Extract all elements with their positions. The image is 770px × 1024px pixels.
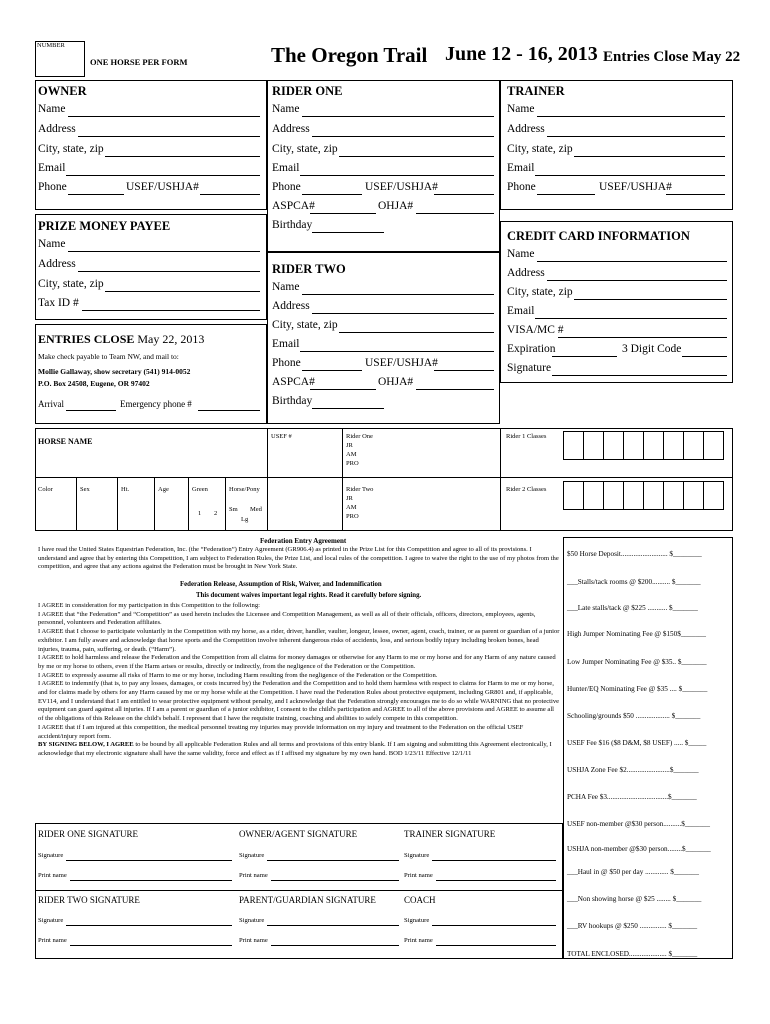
class-cell[interactable] [704, 432, 724, 460]
rider-two-level-label: Rider Two [346, 486, 374, 493]
credit-expiration-field[interactable] [552, 356, 617, 357]
rider-two-class-grid [563, 481, 724, 510]
trainer-city-field[interactable] [574, 156, 725, 157]
rider-two-city-field[interactable] [339, 332, 494, 333]
rider-two-level-pro: PRO [346, 513, 359, 520]
agreement-p9 [38, 741, 560, 758]
classes-divider [500, 428, 501, 531]
class-cell[interactable] [604, 432, 624, 460]
credit-email-field[interactable] [535, 318, 727, 319]
horse-row-divider [35, 477, 733, 478]
rider-two-birthday-field[interactable] [312, 408, 384, 409]
green-one: 1 [198, 510, 202, 517]
size-sm: Sm [229, 506, 238, 513]
credit-address-label: Address [507, 267, 545, 279]
rider-one-signature-heading: RIDER ONE SIGNATURE [38, 829, 138, 839]
rider-two-level-am: AM [346, 504, 357, 511]
release-subtitle: This document waives important legal rights. Read it carefully before signing. [196, 592, 422, 599]
mollie-contact: Mollie Gallaway, show secretary (541) 914-0052 [38, 367, 191, 376]
owner-phone-field[interactable] [68, 194, 124, 195]
agreement-p9-text: to be bound by all applicable Federation Rules and all terms and provisions of this entry blank. If I am signing and submitting this Agreement electronically, I acknowledge that my electronic signature shall have the same validity, force and effect as if I affixed my signature by my own hand. BOD 1/23/11 Effective 12/1/11 [38, 741, 552, 757]
prize-city-field[interactable] [105, 291, 260, 292]
emergency-field[interactable] [198, 410, 260, 411]
rider-one-email-label: Email [272, 162, 300, 174]
owner-print-label: Print name [239, 872, 268, 879]
horse-pony-divider [267, 477, 268, 531]
entries-close-heading [38, 332, 204, 347]
rider-one-birthday-label: Birthday [272, 219, 313, 231]
owner-email-label: Email [38, 162, 66, 174]
rider-two-usef-field[interactable] [434, 370, 494, 371]
one-horse-note: ONE HORSE PER FORM [90, 57, 188, 67]
po-box: P.O. Box 24508, Eugene, OR 97402 [38, 379, 150, 388]
rider-two-print-label: Print name [38, 937, 67, 944]
coach-signature-heading: COACH [404, 895, 436, 905]
rider-one-phone-field[interactable] [302, 194, 362, 195]
entries-close-header: Entries Close May 22 [603, 49, 741, 65]
rider-one-email-field[interactable] [300, 175, 494, 176]
class-cell[interactable] [624, 482, 644, 510]
prize-address-label: Address [38, 258, 76, 270]
trainer-phone-field[interactable] [537, 194, 595, 195]
rider-two-signature-label: Signature [38, 917, 64, 924]
emergency-label: Emergency phone # [120, 399, 192, 409]
rider-two-phone-field[interactable] [302, 370, 362, 371]
rider-two-aspca-field[interactable] [310, 389, 376, 390]
trainer-print-label: Print name [404, 872, 433, 879]
green-two: 2 [214, 510, 218, 517]
trainer-usef-label: USEF/USHJA# [599, 181, 672, 193]
fee-line[interactable]: ___Haul in @ $50 per day ............. $_______ [567, 868, 699, 876]
owner-email-field[interactable] [66, 175, 260, 176]
parent-signature-label: Signature [239, 917, 265, 924]
show-dates: June 12 - 16, 2013 [445, 43, 598, 65]
fee-line[interactable]: USHJA Zone Fee $2........................$_______ [567, 766, 699, 774]
check-payable: Make check payable to Team NW, and mail to: [38, 352, 179, 361]
trainer-address-field[interactable] [547, 136, 725, 137]
fee-line[interactable]: Low Jumper Nominating Fee @ $35.. $_______ [567, 658, 707, 666]
agreement-p2: I AGREE in consideration for my participation in this Competition to the following: [38, 602, 260, 609]
rider-one-signature-label: Signature [38, 852, 64, 859]
class-cell[interactable] [644, 432, 664, 460]
trainer-signature-label: Signature [404, 852, 430, 859]
agreement-p8: I AGREE that if I am injured at this competition, the medical personnel treating my injuries may provide information on my injury and treatment to the Federation on the official USEF accident/injury report form. [38, 723, 524, 740]
owner-signature-field[interactable] [267, 860, 399, 861]
rider-one-ohja-field[interactable] [416, 213, 494, 214]
rider-two-level-jr: JR [346, 495, 353, 502]
owner-signature-label: Signature [239, 852, 265, 859]
sex-label: Sex [80, 486, 90, 493]
rider-one-print-label: Print name [38, 872, 67, 879]
fee-line[interactable]: USEF Fee $16 ($8 D&M, $8 USEF) ..... $_____ [567, 739, 707, 747]
agreement-p3: I AGREE that “the Federation” and “Competition” as used herein includes the Licensee and Competition Management, as well as all of their officials, officers, directors, employees, agents, personnel, volunteers and Federation affiliates. [38, 610, 536, 627]
horse-pony-label: Horse/Pony [229, 486, 260, 493]
fee-line[interactable]: $50 Horse Deposit.......................... $________ [567, 550, 702, 558]
rider-one-address-label: Address [272, 123, 310, 135]
class-cell[interactable] [624, 432, 644, 460]
owner-city-field[interactable] [105, 156, 260, 157]
fee-line[interactable]: Hunter/EQ Nominating Fee @ $35 .... $_______ [567, 685, 708, 693]
class-cell[interactable] [664, 482, 684, 510]
agreement-p6: I AGREE to expressly assume all risks of Harm to me or my horse, including Harm resulting from the negligence of the Federation or the Competition. [38, 671, 438, 679]
agreement-p5: I AGREE to hold harmless and release the Federation and the Competition from all claims for money damages or otherwise for any Harm to me or my horse and for any Harm of any nature caused by me or my horse to others, even if the Harm arises or results, directly or indirectly, from the negligence of the Federation or the Competition. [38, 654, 556, 670]
parent-print-label: Print name [239, 937, 268, 944]
sex-divider [117, 477, 118, 531]
trainer-name-label: Name [507, 103, 535, 115]
trainer-print-field[interactable] [436, 880, 556, 881]
rider-two-usef-label: USEF/USHJA# [365, 357, 438, 369]
agreement-p9-bold: BY SIGNING BELOW, I AGREE [38, 741, 134, 749]
rider-two-print-field[interactable] [70, 945, 232, 946]
rider-two-ohja-label: OHJA# [378, 376, 414, 388]
coach-signature-label: Signature [404, 917, 430, 924]
rider-one-city-label: City, state, zip [272, 143, 338, 155]
color-divider [76, 477, 77, 531]
parent-guardian-signature-heading: PARENT/GUARDIAN SIGNATURE [239, 895, 376, 905]
trainer-phone-label: Phone [507, 181, 536, 193]
credit-address-field[interactable] [547, 280, 727, 281]
credit-city-field[interactable] [574, 299, 727, 300]
parent-print-field[interactable] [271, 945, 399, 946]
credit-card-box [500, 221, 733, 383]
age-label: Age [158, 486, 169, 493]
owner-city-label: City, state, zip [38, 143, 104, 155]
owner-name-label: Name [38, 103, 66, 115]
rider-one-address-field[interactable] [312, 136, 494, 137]
class-cell[interactable] [664, 432, 684, 460]
rider-two-aspca-label: ASPCA# [272, 376, 315, 388]
rider-one-divider [342, 428, 343, 531]
rider-one-usef-field[interactable] [434, 194, 494, 195]
rider-two-ohja-field[interactable] [416, 389, 494, 390]
rider-one-birthday-field[interactable] [312, 232, 384, 233]
entries-close-date: May 22, 2013 [134, 332, 205, 346]
height-divider [154, 477, 155, 531]
owner-usef-label: USEF/USHJA# [126, 181, 199, 193]
fee-line[interactable]: ___RV hookups @ $250 ............... $_______ [567, 922, 698, 930]
owner-print-field[interactable] [271, 880, 399, 881]
rider-two-city-label: City, state, zip [272, 319, 338, 331]
rider-one-aspca-field[interactable] [310, 213, 376, 214]
agreement-p4: I AGREE that I choose to participate voluntarily in the Competition with my horse, as a rider, driver, handler, vaulter, longeur, lessee, owner, agent, coach, trainer, or as parent or guardian of a junior exhibitor. I am fully aware and acknowledge that horse sports and the Competition involve inherent dangerous risks of accidents, loss, and serious bodily injury including broken bones, head injuries, trauma, pain, suffering, or death. (“Harm”). [38, 628, 560, 653]
class-cell[interactable] [684, 482, 704, 510]
class-cell[interactable] [704, 482, 724, 510]
trainer-usef-field[interactable] [666, 194, 725, 195]
owner-name-field[interactable] [68, 116, 260, 117]
trainer-address-label: Address [507, 123, 545, 135]
rider-one-phone-label: Phone [272, 181, 301, 193]
coach-signature-field[interactable] [432, 925, 556, 926]
prize-name-label: Name [38, 238, 66, 250]
page-title: The Oregon Trail [271, 43, 428, 67]
rider-one-name-field[interactable] [302, 116, 494, 117]
coach-print-label: Print name [404, 937, 433, 944]
prize-name-field[interactable] [68, 251, 260, 252]
fee-line[interactable]: High Jumper Nominating Fee @ $150$_______ [567, 630, 706, 638]
rider-two-email-field[interactable] [300, 351, 494, 352]
agreement-title: Federation Entry Agreement [260, 537, 347, 545]
rider-one-classes-label: Rider 1 Classes [506, 433, 547, 440]
trainer-signature-heading: TRAINER SIGNATURE [404, 829, 496, 839]
credit-signature-label: Signature [507, 362, 552, 374]
agreement-body [38, 602, 560, 759]
credit-email-label: Email [507, 305, 535, 317]
credit-expiration-label: Expiration [507, 343, 556, 355]
trainer-city-label: City, state, zip [507, 143, 573, 155]
release-title: Federation Release, Assumption of Risk, Waiver, and Indemnification [180, 581, 382, 588]
rider-two-email-label: Email [272, 338, 300, 350]
rider-two-name-label: Name [272, 281, 300, 293]
signature-section [35, 823, 563, 959]
rider-two-signature-field[interactable] [66, 925, 232, 926]
rider-one-city-field[interactable] [339, 156, 494, 157]
agreement-p7: I AGREE to indemnify (that is, to pay any losses, damages, or costs incurred by) the Federation and the Competition and to hold them harmless with respect to claims for Harm to me or my horse, and for claims made by others for any Harm caused by me or my horse while at the Competition. I have read the Federation Rules about protective equipment, including GR801 and, if applicable, EV114, and I understand that I am entitled to wear protective equipment without penalty, and I acknowledge that the Federation strongly encourages me to do so while WARNING that no protective equipment can guard against all injuries. If I am a parent or guardian of a junior exhibitor, I consent to the child's participation and AGREE to all of the above provisions and AGREE to assume all of the obligations of this Release on the child's behalf. I represent that I have the requisite training, coaching and abilities to safely compete in this competition. [38, 680, 560, 723]
credit-card-heading: CREDIT CARD INFORMATION [507, 229, 690, 243]
class-cell[interactable] [604, 482, 624, 510]
rider-one-level-am: AM [346, 451, 357, 458]
rider-one-level-jr: JR [346, 442, 353, 449]
coach-print-field[interactable] [436, 945, 556, 946]
trainer-email-field[interactable] [535, 175, 725, 176]
owner-phone-label: Phone [38, 181, 67, 193]
owner-address-label: Address [38, 123, 76, 135]
entries-close-bold: ENTRIES CLOSE [38, 332, 135, 346]
fee-line[interactable]: ___Stalls/tack rooms @ $200.......... $_______ [567, 578, 701, 586]
class-cell[interactable] [564, 432, 584, 460]
rider-one-usef-label: USEF/USHJA# [365, 181, 438, 193]
credit-visa-label: VISA/MC # [507, 324, 564, 336]
agreement-p1: I have read the United States Equestrian Federation, Inc. (the “Federation”) Entry Agreement (GR906.4) as printed in the Prize List for this Competition and agree to all of its provisions. I understand and agree that by entering this Competition, I am subject to Federation Rules, the Prize List, and local rules of the competition. I agree to waive the right to the use of my photos from the competition, and agree that any actions against the Federation must be brought in New York State. [38, 546, 559, 571]
prize-city-label: City, state, zip [38, 278, 104, 290]
trainer-heading: TRAINER [507, 84, 565, 98]
rider-two-address-field[interactable] [312, 313, 494, 314]
owner-usef-field[interactable] [200, 194, 260, 195]
rider-two-address-label: Address [272, 300, 310, 312]
credit-name-field[interactable] [537, 261, 727, 262]
usef-divider [267, 428, 268, 477]
horse-name-label: HORSE NAME [38, 437, 93, 446]
rider-two-phone-label: Phone [272, 357, 301, 369]
rider-one-level-pro: PRO [346, 460, 359, 467]
rider-one-print-field[interactable] [70, 880, 232, 881]
rider-one-heading: RIDER ONE [272, 84, 343, 98]
prize-tax-field[interactable] [82, 310, 260, 311]
credit-signature-field[interactable] [552, 375, 727, 376]
rider-one-signature-field[interactable] [66, 860, 232, 861]
fee-line[interactable]: USHJA non-member @$30 person........$_______ [567, 845, 711, 853]
trainer-name-field[interactable] [537, 116, 725, 117]
class-cell[interactable] [564, 482, 584, 510]
size-lg: Lg [241, 516, 249, 523]
class-cell[interactable] [684, 432, 704, 460]
prize-payee-heading: PRIZE MONEY PAYEE [38, 219, 171, 233]
fee-line[interactable]: ___Late stalls/tack @ $225 ........... $_______ [567, 604, 698, 612]
prize-tax-label: Tax ID # [38, 297, 79, 309]
arrival-field[interactable] [66, 410, 116, 411]
prize-address-field[interactable] [78, 271, 260, 272]
green-divider [225, 477, 226, 531]
age-divider [188, 477, 189, 531]
class-cell[interactable] [584, 432, 604, 460]
owner-agent-signature-heading: OWNER/AGENT SIGNATURE [239, 829, 358, 839]
number-label: NUMBER [37, 42, 65, 49]
rider-one-ohja-label: OHJA# [378, 200, 414, 212]
horse-usef-label: USEF # [271, 433, 292, 440]
credit-city-label: City, state, zip [507, 286, 573, 298]
rider-two-signature-heading: RIDER TWO SIGNATURE [38, 895, 140, 905]
fee-line[interactable]: TOTAL ENCLOSED..................... $_______ [567, 950, 698, 958]
rider-two-birthday-label: Birthday [272, 395, 313, 407]
rider-one-level-label: Rider One [346, 433, 373, 440]
rider-two-heading: RIDER TWO [272, 262, 346, 276]
credit-name-label: Name [507, 248, 535, 260]
rider-one-name-label: Name [272, 103, 300, 115]
rider-one-aspca-label: ASPCA# [272, 200, 315, 212]
arrival-label: Arrival [38, 399, 64, 409]
fee-line[interactable]: ___Non showing horse @ $25 ........ $_______ [567, 895, 702, 903]
height-label: Ht. [121, 486, 130, 493]
fee-line[interactable]: USEF non-member @$30 person..........$_______ [567, 820, 710, 828]
color-label: Color [38, 486, 53, 493]
green-label: Green [192, 486, 208, 493]
class-cell[interactable] [644, 482, 664, 510]
class-cell[interactable] [584, 482, 604, 510]
owner-heading: OWNER [38, 84, 87, 98]
credit-digit-label: 3 Digit Code [622, 343, 682, 355]
rider-one-class-grid [563, 431, 724, 460]
rider-two-classes-label: Rider 2 Classes [506, 486, 547, 493]
trainer-signature-field[interactable] [432, 860, 556, 861]
credit-visa-field[interactable] [558, 337, 727, 338]
fee-line[interactable]: Schooling/grounds $50 ................... $_______ [567, 712, 701, 720]
parent-signature-field[interactable] [267, 925, 399, 926]
size-med: Med [250, 506, 262, 513]
signature-row-divider [35, 890, 563, 891]
trainer-email-label: Email [507, 162, 535, 174]
credit-digit-field[interactable] [682, 356, 727, 357]
owner-address-field[interactable] [78, 136, 260, 137]
rider-two-name-field[interactable] [302, 294, 494, 295]
fee-line[interactable]: PCHA Fee $3..................................$_______ [567, 793, 697, 801]
